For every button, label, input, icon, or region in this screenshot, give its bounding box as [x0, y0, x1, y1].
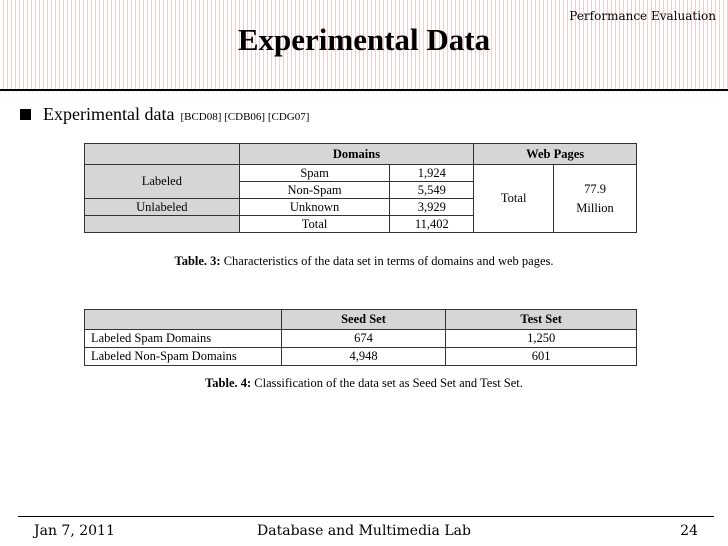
table4-cell-seed: 4,948	[281, 348, 446, 366]
table-4-seed-test	[84, 309, 637, 366]
table3-cell-type: Non-Spam	[239, 182, 390, 199]
table4-header-blank	[85, 310, 282, 330]
table4-header-seed: Seed Set	[281, 310, 446, 330]
table4-row-label: Labeled Spam Domains	[85, 330, 282, 348]
table3-caption-text: Characteristics of the data set in terms of domains and web pages.	[220, 254, 554, 268]
table3-cell-type: Spam	[239, 165, 390, 182]
table3-group-unlabeled: Unlabeled	[85, 199, 240, 216]
table3-header-web-pages: Web Pages	[474, 144, 637, 165]
table3-cell-count: 1,924	[390, 165, 474, 182]
table3-web-total-value: 77.9 Million	[554, 165, 637, 233]
bullet-text: Experimental data	[43, 104, 175, 124]
table3-web-total-label: Total	[474, 165, 554, 233]
table3-caption-label: Table. 3:	[174, 254, 221, 268]
square-bullet-icon	[20, 109, 31, 120]
table4-cell-test: 1,250	[446, 330, 637, 348]
table3-cell-type: Unknown	[239, 199, 390, 216]
footer-page-number: 24	[680, 523, 698, 539]
table-4-caption	[0, 376, 728, 391]
table3-group-blank	[85, 216, 240, 233]
slide-title: Experimental Data	[237, 22, 491, 57]
table3-cell-count: 11,402	[390, 216, 474, 233]
table4-caption-text: Classification of the data set as Seed Set and Test Set.	[251, 376, 523, 390]
table-3-caption	[0, 254, 728, 269]
footer-lab: Database and Multimedia Lab	[257, 523, 471, 539]
table3-header-blank	[85, 144, 240, 165]
table3-cell-count: 5,549	[390, 182, 474, 199]
table-3-domains	[84, 143, 637, 233]
table3-cell-type: Total	[239, 216, 390, 233]
table3-cell-count: 3,929	[390, 199, 474, 216]
table3-header-domains: Domains	[239, 144, 474, 165]
footer-rule	[18, 516, 714, 517]
title-rule	[0, 89, 728, 91]
bullet-item	[20, 104, 309, 125]
table4-row-label: Labeled Non-Spam Domains	[85, 348, 282, 366]
bullet-references: [BCD08] [CDB06] [CDG07]	[180, 111, 310, 123]
table4-header-test: Test Set	[446, 310, 637, 330]
table4-cell-test: 601	[446, 348, 637, 366]
table4-cell-seed: 674	[281, 330, 446, 348]
section-label: Performance Evaluation	[569, 9, 716, 23]
table4-caption-label: Table. 4:	[205, 376, 252, 390]
table3-group-labeled: Labeled	[85, 165, 240, 199]
footer-date: Jan 7, 2011	[34, 523, 115, 539]
